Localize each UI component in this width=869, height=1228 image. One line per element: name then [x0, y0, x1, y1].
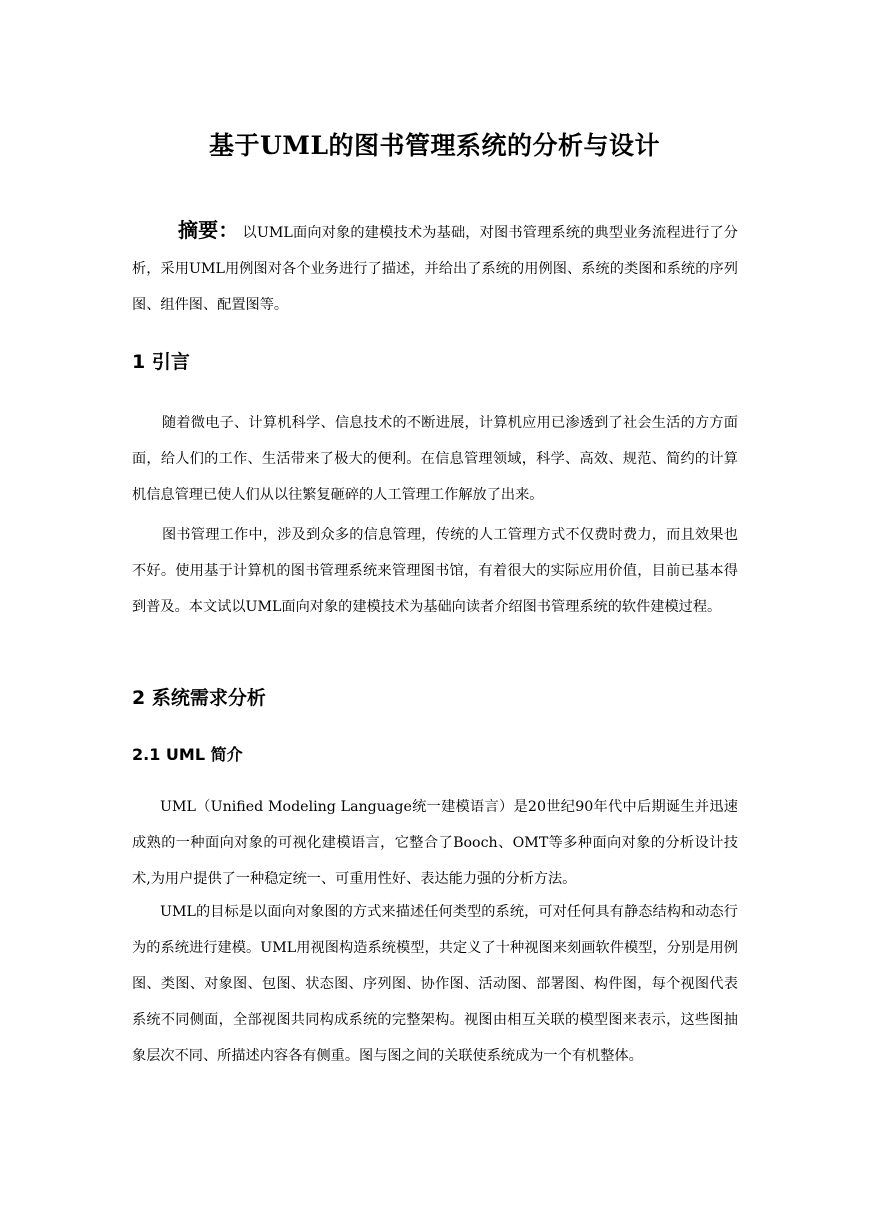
subsection-heading-uml-intro: 2.1 UML 简介 [132, 745, 243, 764]
abstract-text: 以UML面向对象的建模技术为基础，对图书管理系统的典型业务流程进行了分析，采用UML用例图对各个业务进行了描述，并给出了系统的用例图、系统的类图和系统的序列图、组件图、配置图等。 [132, 225, 738, 313]
intro-paragraph-2: 图书管理工作中，涉及到众多的信息管理，传统的人工管理方式不仅费时费力，而且效果也不好。使用基于计算机的图书管理系统来管理图书馆，有着很大的实际应用价值，目前已基本得到普及。本文试以UML面向对象的建模技术为基础向读者介绍图书管理系统的软件建模过程。 [132, 527, 738, 615]
uml-paragraph-2: UML的目标是以面向对象图的方式来描述任何类型的系统，可对任何具有静态结构和动态行为的系统进行建模。UML用视图构造系统模型，共定义了十种视图来刻画软件模型，分别是用例图、类图、对象图、包图、状态图、序列图、协作图、活动图、部署图、构件图，每个视图代表系统不同侧面，全部视图共同构成系统的完整架构。视图由相互关联的模型图来表示，这些图抽象层次不同、所描述内容各有侧重。图与图之间的关联使系统成为一个有机整体。 [132, 904, 738, 1064]
intro-paragraph-1: 随着微电子、计算机科学、信息技术的不断进展，计算机应用已渗透到了社会生活的方方面面，给人们的工作、生活带来了极大的便利。在信息管理领域，科学、高效、规范、简约的计算机信息管理已使人们从以往繁复砸碎的人工管理工作解放了出来。 [132, 415, 738, 503]
abstract [132, 212, 738, 323]
uml-paragraph-1: UML（Unified Modeling Language统一建模语言）是20世纪90年代中后期诞生并迅速成熟的一种面向对象的可视化建模语言，它整合了Booch、OMT等多种面向对象的分析设计技术,为用户提供了一种稳定统一、可重用性好、表达能力强的分析方法。 [132, 799, 738, 887]
document-title: 基于UML的图书管理系统的分析与设计 [208, 131, 661, 160]
section-heading-introduction: 1 引言 [132, 351, 190, 373]
abstract-label: 摘要： [178, 218, 239, 242]
section-heading-requirements: 2 系统需求分析 [132, 687, 266, 709]
